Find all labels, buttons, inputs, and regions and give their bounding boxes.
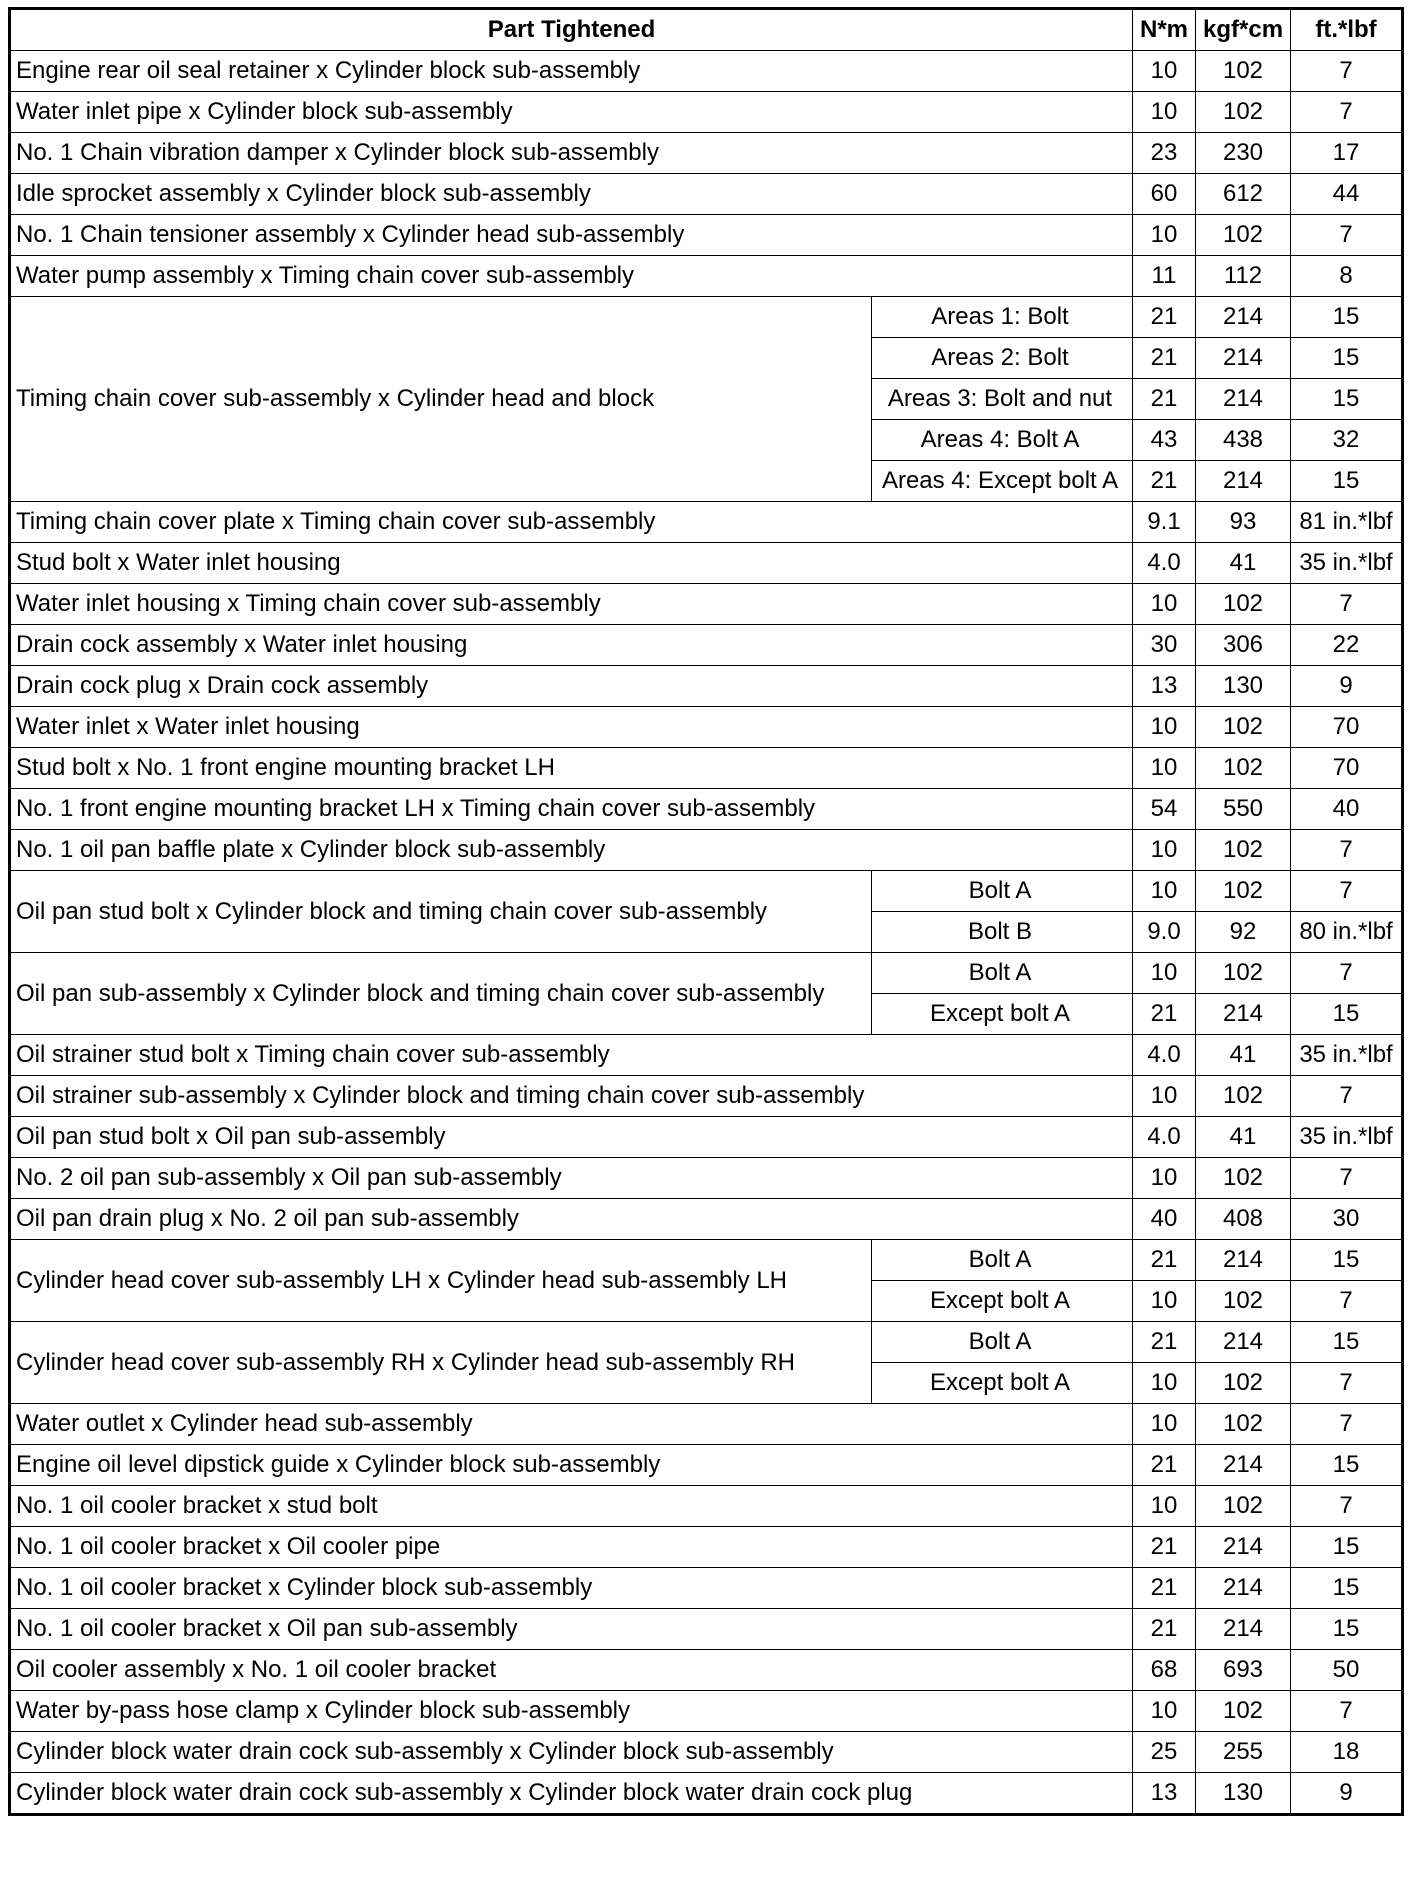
table-row bbox=[10, 707, 1403, 748]
table-row bbox=[10, 1117, 1403, 1158]
table-row bbox=[10, 871, 1403, 912]
torque-ftlbf-cell: 15 bbox=[1291, 338, 1403, 379]
part-tightened-cell: Idle sprocket assembly x Cylinder block sub-assembly bbox=[10, 174, 1133, 215]
part-tightened-cell: Oil strainer stud bolt x Timing chain cover sub-assembly bbox=[10, 1035, 1133, 1076]
torque-ftlbf-cell: 30 bbox=[1291, 1199, 1403, 1240]
torque-ftlbf-cell: 35 in.*lbf bbox=[1291, 1117, 1403, 1158]
fastener-location-cell: Bolt A bbox=[872, 1322, 1133, 1363]
torque-nm-cell: 10 bbox=[1133, 1404, 1196, 1445]
part-tightened-cell: No. 1 oil cooler bracket x Oil pan sub-assembly bbox=[10, 1609, 1133, 1650]
torque-kgfcm-cell: 102 bbox=[1196, 215, 1291, 256]
torque-nm-cell: 9.0 bbox=[1133, 912, 1196, 953]
torque-ftlbf-cell: 15 bbox=[1291, 1240, 1403, 1281]
fastener-location-cell: Except bolt A bbox=[872, 1281, 1133, 1322]
table-row bbox=[10, 1527, 1403, 1568]
fastener-location-cell: Bolt A bbox=[872, 871, 1133, 912]
torque-ftlbf-cell: 15 bbox=[1291, 1527, 1403, 1568]
part-tightened-cell: Oil strainer sub-assembly x Cylinder block and timing chain cover sub-assembly bbox=[10, 1076, 1133, 1117]
torque-nm-cell: 21 bbox=[1133, 338, 1196, 379]
torque-kgfcm-cell: 102 bbox=[1196, 51, 1291, 92]
torque-kgfcm-cell: 438 bbox=[1196, 420, 1291, 461]
torque-kgfcm-cell: 214 bbox=[1196, 1609, 1291, 1650]
torque-ftlbf-cell: 70 bbox=[1291, 707, 1403, 748]
torque-nm-cell: 10 bbox=[1133, 92, 1196, 133]
torque-kgfcm-cell: 408 bbox=[1196, 1199, 1291, 1240]
fastener-location-cell: Areas 4: Bolt A bbox=[872, 420, 1133, 461]
table-row bbox=[10, 1732, 1403, 1773]
torque-kgfcm-cell: 102 bbox=[1196, 707, 1291, 748]
torque-kgfcm-cell: 612 bbox=[1196, 174, 1291, 215]
torque-ftlbf-cell: 7 bbox=[1291, 92, 1403, 133]
torque-ftlbf-cell: 81 in.*lbf bbox=[1291, 502, 1403, 543]
torque-ftlbf-cell: 9 bbox=[1291, 666, 1403, 707]
torque-nm-cell: 4.0 bbox=[1133, 1117, 1196, 1158]
torque-table bbox=[8, 7, 1404, 1816]
torque-ftlbf-cell: 44 bbox=[1291, 174, 1403, 215]
part-tightened-cell: Oil pan sub-assembly x Cylinder block and timing chain cover sub-assembly bbox=[10, 953, 872, 1035]
torque-ftlbf-cell: 50 bbox=[1291, 1650, 1403, 1691]
table-row bbox=[10, 789, 1403, 830]
torque-ftlbf-cell: 15 bbox=[1291, 461, 1403, 502]
torque-ftlbf-cell: 18 bbox=[1291, 1732, 1403, 1773]
part-tightened-cell: Oil pan stud bolt x Cylinder block and timing chain cover sub-assembly bbox=[10, 871, 872, 953]
torque-kgfcm-cell: 93 bbox=[1196, 502, 1291, 543]
part-tightened-cell: No. 1 Chain tensioner assembly x Cylinder head sub-assembly bbox=[10, 215, 1133, 256]
part-tightened-cell: No. 1 Chain vibration damper x Cylinder block sub-assembly bbox=[10, 133, 1133, 174]
torque-ftlbf-cell: 70 bbox=[1291, 748, 1403, 789]
torque-kgfcm-cell: 41 bbox=[1196, 1035, 1291, 1076]
torque-ftlbf-cell: 15 bbox=[1291, 994, 1403, 1035]
part-tightened-cell: Timing chain cover sub-assembly x Cylinder head and block bbox=[10, 297, 872, 502]
torque-nm-cell: 40 bbox=[1133, 1199, 1196, 1240]
fastener-location-cell: Except bolt A bbox=[872, 1363, 1133, 1404]
table-row bbox=[10, 133, 1403, 174]
torque-kgfcm-cell: 102 bbox=[1196, 1486, 1291, 1527]
torque-kgfcm-cell: 214 bbox=[1196, 1568, 1291, 1609]
torque-spec-sheet bbox=[8, 7, 1401, 1816]
part-tightened-cell: Engine oil level dipstick guide x Cylinder block sub-assembly bbox=[10, 1445, 1133, 1486]
torque-nm-cell: 10 bbox=[1133, 215, 1196, 256]
torque-nm-cell: 10 bbox=[1133, 1486, 1196, 1527]
torque-ftlbf-cell: 7 bbox=[1291, 1404, 1403, 1445]
table-row bbox=[10, 1691, 1403, 1732]
part-tightened-cell: Water by-pass hose clamp x Cylinder block sub-assembly bbox=[10, 1691, 1133, 1732]
table-row bbox=[10, 297, 1403, 338]
torque-kgfcm-cell: 102 bbox=[1196, 953, 1291, 994]
torque-kgfcm-cell: 102 bbox=[1196, 748, 1291, 789]
torque-kgfcm-cell: 130 bbox=[1196, 1773, 1291, 1815]
torque-ftlbf-cell: 35 in.*lbf bbox=[1291, 1035, 1403, 1076]
part-tightened-cell: Timing chain cover plate x Timing chain cover sub-assembly bbox=[10, 502, 1133, 543]
torque-kgfcm-cell: 214 bbox=[1196, 1445, 1291, 1486]
torque-kgfcm-cell: 102 bbox=[1196, 1691, 1291, 1732]
torque-kgfcm-cell: 214 bbox=[1196, 338, 1291, 379]
torque-ftlbf-cell: 35 in.*lbf bbox=[1291, 543, 1403, 584]
torque-ftlbf-cell: 17 bbox=[1291, 133, 1403, 174]
torque-kgfcm-cell: 102 bbox=[1196, 1281, 1291, 1322]
table-row bbox=[10, 1609, 1403, 1650]
part-tightened-cell: Oil cooler assembly x No. 1 oil cooler bracket bbox=[10, 1650, 1133, 1691]
torque-kgfcm-cell: 112 bbox=[1196, 256, 1291, 297]
table-row bbox=[10, 51, 1403, 92]
part-tightened-cell: Water inlet housing x Timing chain cover sub-assembly bbox=[10, 584, 1133, 625]
fastener-location-cell: Bolt B bbox=[872, 912, 1133, 953]
torque-kgfcm-cell: 214 bbox=[1196, 1322, 1291, 1363]
torque-nm-cell: 9.1 bbox=[1133, 502, 1196, 543]
torque-nm-cell: 21 bbox=[1133, 297, 1196, 338]
fastener-location-cell: Areas 4: Except bolt A bbox=[872, 461, 1133, 502]
table-row bbox=[10, 1568, 1403, 1609]
torque-nm-cell: 4.0 bbox=[1133, 543, 1196, 584]
torque-ftlbf-cell: 7 bbox=[1291, 1363, 1403, 1404]
torque-nm-cell: 10 bbox=[1133, 830, 1196, 871]
table-row bbox=[10, 215, 1403, 256]
table-row bbox=[10, 1650, 1403, 1691]
torque-nm-cell: 4.0 bbox=[1133, 1035, 1196, 1076]
part-tightened-cell: Oil pan stud bolt x Oil pan sub-assembly bbox=[10, 1117, 1133, 1158]
table-row bbox=[10, 953, 1403, 994]
part-tightened-cell: Cylinder head cover sub-assembly RH x Cylinder head sub-assembly RH bbox=[10, 1322, 872, 1404]
table-row bbox=[10, 92, 1403, 133]
table-row bbox=[10, 1445, 1403, 1486]
table-row bbox=[10, 666, 1403, 707]
torque-nm-cell: 10 bbox=[1133, 584, 1196, 625]
part-tightened-cell: No. 1 oil pan baffle plate x Cylinder block sub-assembly bbox=[10, 830, 1133, 871]
table-row bbox=[10, 625, 1403, 666]
torque-nm-cell: 43 bbox=[1133, 420, 1196, 461]
part-tightened-cell: Water pump assembly x Timing chain cover sub-assembly bbox=[10, 256, 1133, 297]
torque-nm-cell: 30 bbox=[1133, 625, 1196, 666]
torque-nm-cell: 21 bbox=[1133, 1527, 1196, 1568]
table-row bbox=[10, 1158, 1403, 1199]
table-row bbox=[10, 1486, 1403, 1527]
header-row bbox=[10, 9, 1403, 51]
torque-ftlbf-cell: 7 bbox=[1291, 1691, 1403, 1732]
torque-kgfcm-cell: 214 bbox=[1196, 461, 1291, 502]
fastener-location-cell: Except bolt A bbox=[872, 994, 1133, 1035]
torque-kgfcm-cell: 102 bbox=[1196, 1363, 1291, 1404]
torque-nm-cell: 10 bbox=[1133, 1281, 1196, 1322]
table-row bbox=[10, 1035, 1403, 1076]
part-tightened-cell: No. 1 oil cooler bracket x stud bolt bbox=[10, 1486, 1133, 1527]
torque-nm-cell: 10 bbox=[1133, 1363, 1196, 1404]
part-tightened-cell: No. 1 front engine mounting bracket LH x Timing chain cover sub-assembly bbox=[10, 789, 1133, 830]
torque-nm-cell: 13 bbox=[1133, 666, 1196, 707]
table-row bbox=[10, 1404, 1403, 1445]
part-tightened-cell: Drain cock assembly x Water inlet housing bbox=[10, 625, 1133, 666]
torque-ftlbf-cell: 15 bbox=[1291, 1568, 1403, 1609]
part-tightened-cell: No. 2 oil pan sub-assembly x Oil pan sub-assembly bbox=[10, 1158, 1133, 1199]
part-tightened-cell: No. 1 oil cooler bracket x Cylinder block sub-assembly bbox=[10, 1568, 1133, 1609]
torque-ftlbf-cell: 7 bbox=[1291, 1158, 1403, 1199]
torque-nm-cell: 25 bbox=[1133, 1732, 1196, 1773]
torque-kgfcm-cell: 550 bbox=[1196, 789, 1291, 830]
torque-ftlbf-cell: 15 bbox=[1291, 379, 1403, 420]
torque-nm-cell: 21 bbox=[1133, 379, 1196, 420]
torque-kgfcm-cell: 255 bbox=[1196, 1732, 1291, 1773]
part-tightened-cell: Drain cock plug x Drain cock assembly bbox=[10, 666, 1133, 707]
part-tightened-cell: Cylinder head cover sub-assembly LH x Cylinder head sub-assembly LH bbox=[10, 1240, 872, 1322]
table-row bbox=[10, 1773, 1403, 1815]
torque-nm-cell: 21 bbox=[1133, 1445, 1196, 1486]
table-row bbox=[10, 1240, 1403, 1281]
torque-nm-cell: 10 bbox=[1133, 953, 1196, 994]
torque-nm-cell: 10 bbox=[1133, 1076, 1196, 1117]
torque-nm-cell: 10 bbox=[1133, 51, 1196, 92]
torque-kgfcm-cell: 130 bbox=[1196, 666, 1291, 707]
part-tightened-cell: Water outlet x Cylinder head sub-assembly bbox=[10, 1404, 1133, 1445]
torque-nm-cell: 21 bbox=[1133, 994, 1196, 1035]
part-tightened-cell: Water inlet x Water inlet housing bbox=[10, 707, 1133, 748]
torque-kgfcm-cell: 102 bbox=[1196, 871, 1291, 912]
torque-kgfcm-cell: 230 bbox=[1196, 133, 1291, 174]
torque-ftlbf-cell: 7 bbox=[1291, 584, 1403, 625]
torque-kgfcm-cell: 693 bbox=[1196, 1650, 1291, 1691]
torque-nm-cell: 10 bbox=[1133, 748, 1196, 789]
torque-nm-cell: 23 bbox=[1133, 133, 1196, 174]
torque-ftlbf-cell: 7 bbox=[1291, 830, 1403, 871]
part-tightened-cell: Engine rear oil seal retainer x Cylinder block sub-assembly bbox=[10, 51, 1133, 92]
torque-kgfcm-cell: 214 bbox=[1196, 1240, 1291, 1281]
torque-ftlbf-cell: 7 bbox=[1291, 1486, 1403, 1527]
torque-ftlbf-cell: 7 bbox=[1291, 871, 1403, 912]
torque-ftlbf-cell: 7 bbox=[1291, 215, 1403, 256]
torque-kgfcm-cell: 102 bbox=[1196, 92, 1291, 133]
torque-ftlbf-cell: 40 bbox=[1291, 789, 1403, 830]
torque-kgfcm-cell: 214 bbox=[1196, 379, 1291, 420]
torque-nm-cell: 10 bbox=[1133, 1691, 1196, 1732]
fastener-location-cell: Areas 3: Bolt and nut bbox=[872, 379, 1133, 420]
header-part-tightened: Part Tightened bbox=[10, 9, 1133, 51]
torque-ftlbf-cell: 7 bbox=[1291, 1076, 1403, 1117]
torque-kgfcm-cell: 306 bbox=[1196, 625, 1291, 666]
torque-ftlbf-cell: 7 bbox=[1291, 1281, 1403, 1322]
part-tightened-cell: Oil pan drain plug x No. 2 oil pan sub-assembly bbox=[10, 1199, 1133, 1240]
fastener-location-cell: Areas 2: Bolt bbox=[872, 338, 1133, 379]
header-kgfcm: kgf*cm bbox=[1196, 9, 1291, 51]
torque-kgfcm-cell: 102 bbox=[1196, 1076, 1291, 1117]
torque-kgfcm-cell: 92 bbox=[1196, 912, 1291, 953]
torque-ftlbf-cell: 15 bbox=[1291, 1445, 1403, 1486]
torque-nm-cell: 21 bbox=[1133, 1568, 1196, 1609]
torque-nm-cell: 10 bbox=[1133, 871, 1196, 912]
torque-kgfcm-cell: 102 bbox=[1196, 1158, 1291, 1199]
table-row bbox=[10, 830, 1403, 871]
torque-kgfcm-cell: 41 bbox=[1196, 1117, 1291, 1158]
part-tightened-cell: Stud bolt x Water inlet housing bbox=[10, 543, 1133, 584]
torque-kgfcm-cell: 214 bbox=[1196, 994, 1291, 1035]
torque-nm-cell: 21 bbox=[1133, 1609, 1196, 1650]
part-tightened-cell: No. 1 oil cooler bracket x Oil cooler pipe bbox=[10, 1527, 1133, 1568]
table-row bbox=[10, 748, 1403, 789]
header-ftlbf: ft.*lbf bbox=[1291, 9, 1403, 51]
fastener-location-cell: Bolt A bbox=[872, 953, 1133, 994]
fastener-location-cell: Bolt A bbox=[872, 1240, 1133, 1281]
torque-kgfcm-cell: 102 bbox=[1196, 830, 1291, 871]
part-tightened-cell: Water inlet pipe x Cylinder block sub-assembly bbox=[10, 92, 1133, 133]
part-tightened-cell: Cylinder block water drain cock sub-assembly x Cylinder block sub-assembly bbox=[10, 1732, 1133, 1773]
torque-nm-cell: 54 bbox=[1133, 789, 1196, 830]
header-nm: N*m bbox=[1133, 9, 1196, 51]
part-tightened-cell: Cylinder block water drain cock sub-assembly x Cylinder block water drain cock plug bbox=[10, 1773, 1133, 1815]
torque-kgfcm-cell: 41 bbox=[1196, 543, 1291, 584]
torque-table-body bbox=[10, 51, 1403, 1815]
torque-ftlbf-cell: 15 bbox=[1291, 297, 1403, 338]
table-row bbox=[10, 543, 1403, 584]
torque-ftlbf-cell: 22 bbox=[1291, 625, 1403, 666]
torque-kgfcm-cell: 102 bbox=[1196, 1404, 1291, 1445]
torque-ftlbf-cell: 7 bbox=[1291, 51, 1403, 92]
table-row bbox=[10, 1199, 1403, 1240]
part-tightened-cell: Stud bolt x No. 1 front engine mounting bracket LH bbox=[10, 748, 1133, 789]
torque-kgfcm-cell: 102 bbox=[1196, 584, 1291, 625]
torque-nm-cell: 10 bbox=[1133, 707, 1196, 748]
torque-kgfcm-cell: 214 bbox=[1196, 297, 1291, 338]
table-row bbox=[10, 256, 1403, 297]
torque-ftlbf-cell: 32 bbox=[1291, 420, 1403, 461]
torque-ftlbf-cell: 7 bbox=[1291, 953, 1403, 994]
torque-ftlbf-cell: 15 bbox=[1291, 1609, 1403, 1650]
torque-nm-cell: 21 bbox=[1133, 461, 1196, 502]
torque-ftlbf-cell: 80 in.*lbf bbox=[1291, 912, 1403, 953]
torque-nm-cell: 21 bbox=[1133, 1322, 1196, 1363]
table-row bbox=[10, 1322, 1403, 1363]
fastener-location-cell: Areas 1: Bolt bbox=[872, 297, 1133, 338]
torque-kgfcm-cell: 214 bbox=[1196, 1527, 1291, 1568]
table-row bbox=[10, 1076, 1403, 1117]
torque-ftlbf-cell: 8 bbox=[1291, 256, 1403, 297]
torque-nm-cell: 10 bbox=[1133, 1158, 1196, 1199]
torque-nm-cell: 11 bbox=[1133, 256, 1196, 297]
torque-nm-cell: 13 bbox=[1133, 1773, 1196, 1815]
torque-nm-cell: 21 bbox=[1133, 1240, 1196, 1281]
table-row bbox=[10, 502, 1403, 543]
torque-nm-cell: 60 bbox=[1133, 174, 1196, 215]
torque-nm-cell: 68 bbox=[1133, 1650, 1196, 1691]
table-row bbox=[10, 584, 1403, 625]
torque-ftlbf-cell: 15 bbox=[1291, 1322, 1403, 1363]
torque-ftlbf-cell: 9 bbox=[1291, 1773, 1403, 1815]
table-row bbox=[10, 174, 1403, 215]
